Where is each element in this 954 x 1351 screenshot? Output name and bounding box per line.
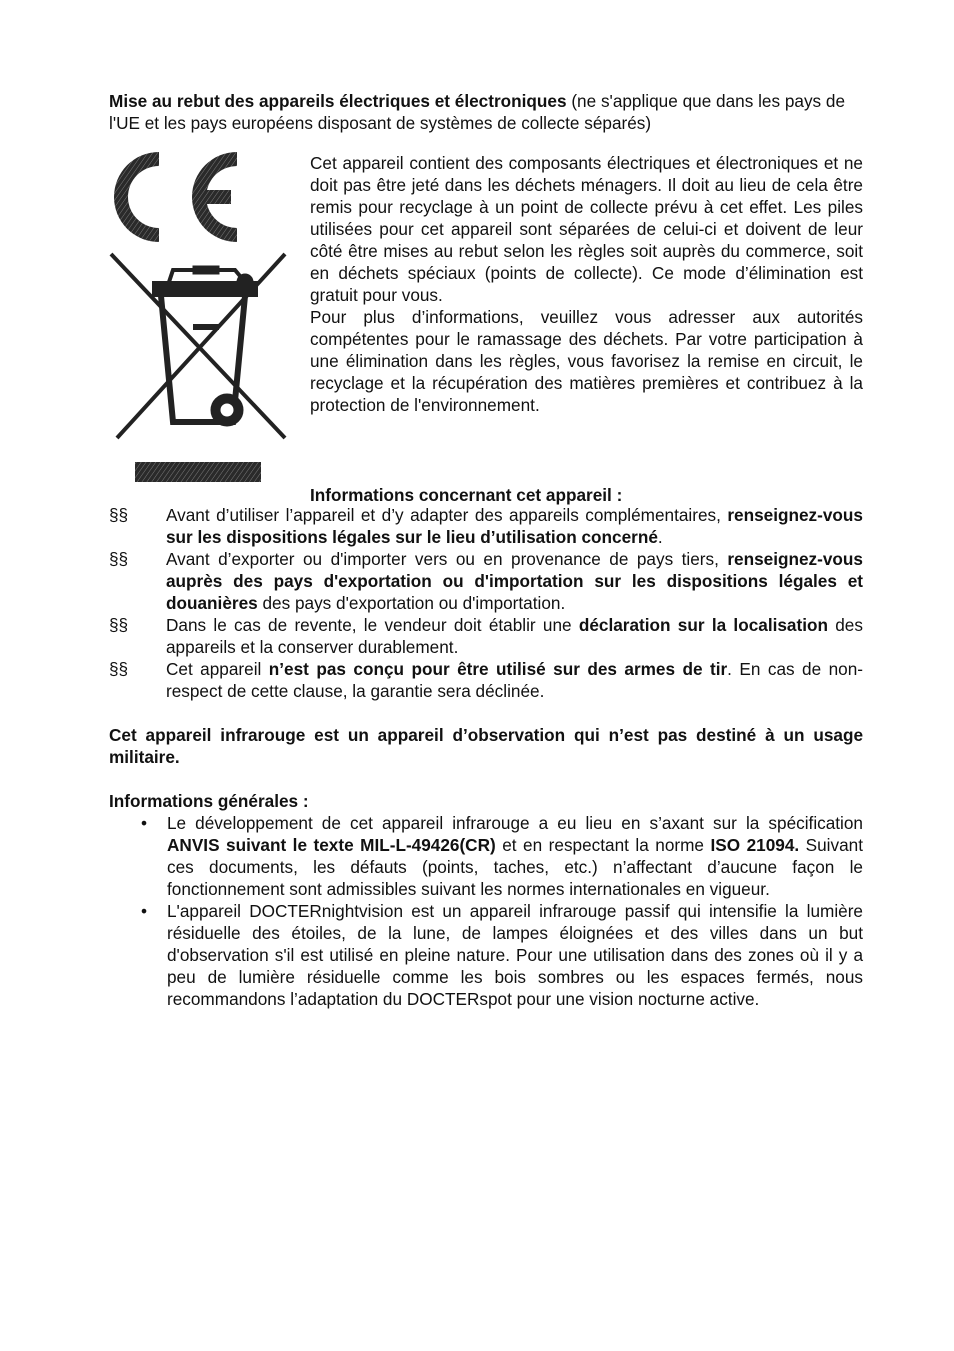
section-mark: §§ — [109, 505, 129, 525]
bullet: • — [141, 813, 148, 833]
list-item: • L'appareil DOCTERnightvision est un appareil infrarouge passif qui intensifie la lumière résiduelle des étoiles, de la lune, de lampes éloignées et des villes dans un but d'observation s'il est utilisé en pleine nature. Pour une utilisation dans des zones où il y a peu de lumière résiduelle comme les bois sombres ou les espaces fermés, nous recommandons l’adaptation du DOCTERspot pour une vision nocturne active. — [141, 901, 863, 1009]
section-mark: §§ — [109, 615, 129, 635]
bin-underline-bar — [135, 462, 261, 482]
legal-item: §§ Dans le cas de revente, le vendeur doit établir une déclaration sur la localisation des appareils et la conserver durablement. — [109, 615, 863, 657]
weee-section — [109, 152, 863, 505]
logo-column — [109, 152, 299, 482]
legal-item: §§ Cet appareil n’est pas conçu pour être utilisé sur des armes de tir. En cas de non-respect de cette clause, la garantie sera déclinée. — [109, 659, 863, 701]
document-page — [109, 90, 863, 1010]
general-list — [109, 812, 863, 1010]
disposal-title: Mise au rebut des appareils électriques et électroniques — [109, 91, 567, 111]
weee-text — [310, 152, 863, 416]
list-item: • Le développement de cet appareil infrarouge a eu lieu en s’axant sur la spécification ANVIS suivant le texte MIL-L-49426(CR) et en respectant la norme ISO 21094. Suivant ces documents, les défauts (points, taches, etc.) n’affectant d’aucune façon le fonctionnement sont admissibles suivant les normes internationales en vigueur. — [141, 813, 863, 899]
weee-paragraph-2: Pour plus d’informations, veuillez vous adresser aux autorités compétentes pour le ramassage des déchets. Par votre participation à une élimination dans les règles, vous favorisez la remise en circuit, le recyclage et la récupération des matières premières et contribuez à la protection de l'environnement. — [310, 307, 863, 415]
military-notice: Cet appareil infrarouge est un appareil d’observation qui n’est pas destiné à un usage militaire. — [109, 725, 863, 767]
device-info-heading: Informations concernant cet appareil : — [310, 485, 623, 505]
weee-paragraph-1: Cet appareil contient des composants électriques et électroniques et ne doit pas être jeté dans les déchets ménagers. Il doit au lieu de cela être remis pour recyclage à un point de collecte prévu à cet effet. Les piles utilisées pour cet appareil sont séparées de celui-ci et doivent de leur côté être mises au rebut selon les règles soit auprès du commerce, soit en déchets spéciaux (points de collecte). Ce mode d’élimination est gratuit pour vous. — [310, 153, 863, 305]
crossed-bin-icon — [111, 254, 285, 438]
disposal-scope: (ne s'applique que dans les pays de l'UE et les pays européens disposant de systèmes de collecte séparés) — [109, 91, 846, 133]
legal-list — [109, 504, 863, 702]
bullet: • — [141, 901, 148, 921]
general-info-heading: Informations générales : — [109, 791, 309, 811]
legal-item: §§ Avant d’exporter ou d'importer vers ou en provenance de pays tiers, renseignez-vous auprès des pays d'exportation ou d'importation sur les dispositions légales et douanières des pays d'exportation ou d'importation. — [109, 549, 863, 613]
section-mark: §§ — [109, 549, 129, 569]
disposal-intro — [109, 90, 863, 134]
ce-mark-icon — [109, 152, 299, 482]
legal-item: §§ Avant d’utiliser l’appareil et d’y adapter des appareils complémentaires, renseignez-vous sur les dispositions légales sur le lieu d’utilisation concerné. — [109, 505, 863, 547]
section-mark: §§ — [109, 659, 129, 679]
